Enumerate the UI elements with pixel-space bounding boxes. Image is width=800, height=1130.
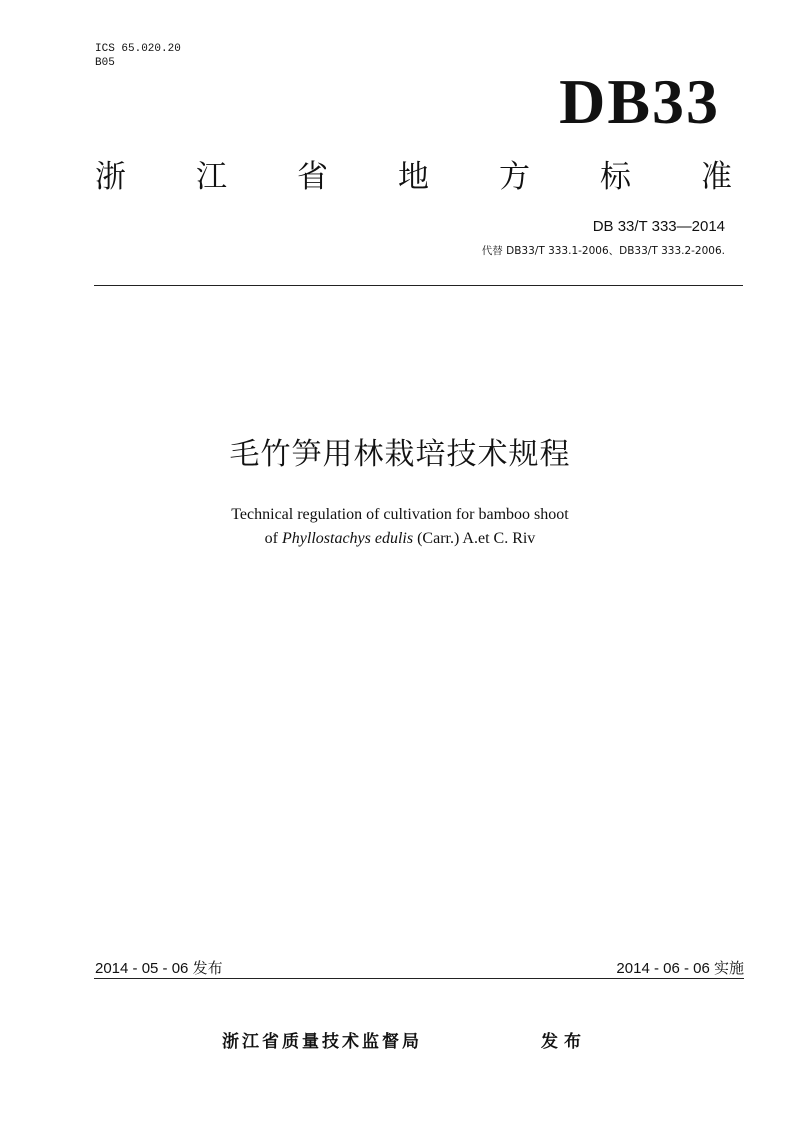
standard-type-char: 准: [701, 159, 732, 195]
ccs-code: B05: [95, 57, 115, 69]
title-english-line1: Technical regulation of cultivation for bamboo shoot: [231, 506, 569, 523]
standard-type-char: 省: [297, 159, 328, 195]
footer-divider: [94, 978, 744, 979]
publisher-action: 发布: [541, 1032, 587, 1052]
title-english: [0, 503, 800, 551]
publisher-name: 浙江省质量技术监督局: [222, 1032, 422, 1052]
header-divider: [94, 285, 743, 286]
title-english-species: Phyllostachys edulis: [282, 530, 414, 547]
standard-type-heading: [95, 152, 732, 202]
standard-number: DB 33/T 333—2014: [592, 218, 725, 235]
standard-type-char: 浙: [95, 159, 126, 195]
standard-type-char: 方: [499, 159, 530, 195]
standard-type-char: 地: [398, 159, 429, 195]
ics-code: ICS 65.020.20: [95, 43, 181, 55]
issue-date: 2014 - 05 - 06 发布: [95, 960, 223, 977]
title-english-line2: [0, 527, 800, 551]
title-chinese: 毛竹笋用林栽培技术规程: [229, 437, 571, 472]
standard-type-char: 标: [600, 159, 631, 195]
db-mark: DB33: [559, 66, 720, 137]
title-english-suffix: (Carr.) A.et C. Riv: [413, 530, 536, 547]
standard-type-char: 江: [196, 159, 227, 195]
implementation-date: 2014 - 06 - 06 实施: [616, 960, 744, 977]
replaces-note: 代替 DB33/T 333.1-2006、DB33/T 333.2-2006.: [481, 245, 725, 257]
classification-codes: [95, 42, 181, 70]
title-english-prefix: of: [264, 530, 282, 547]
